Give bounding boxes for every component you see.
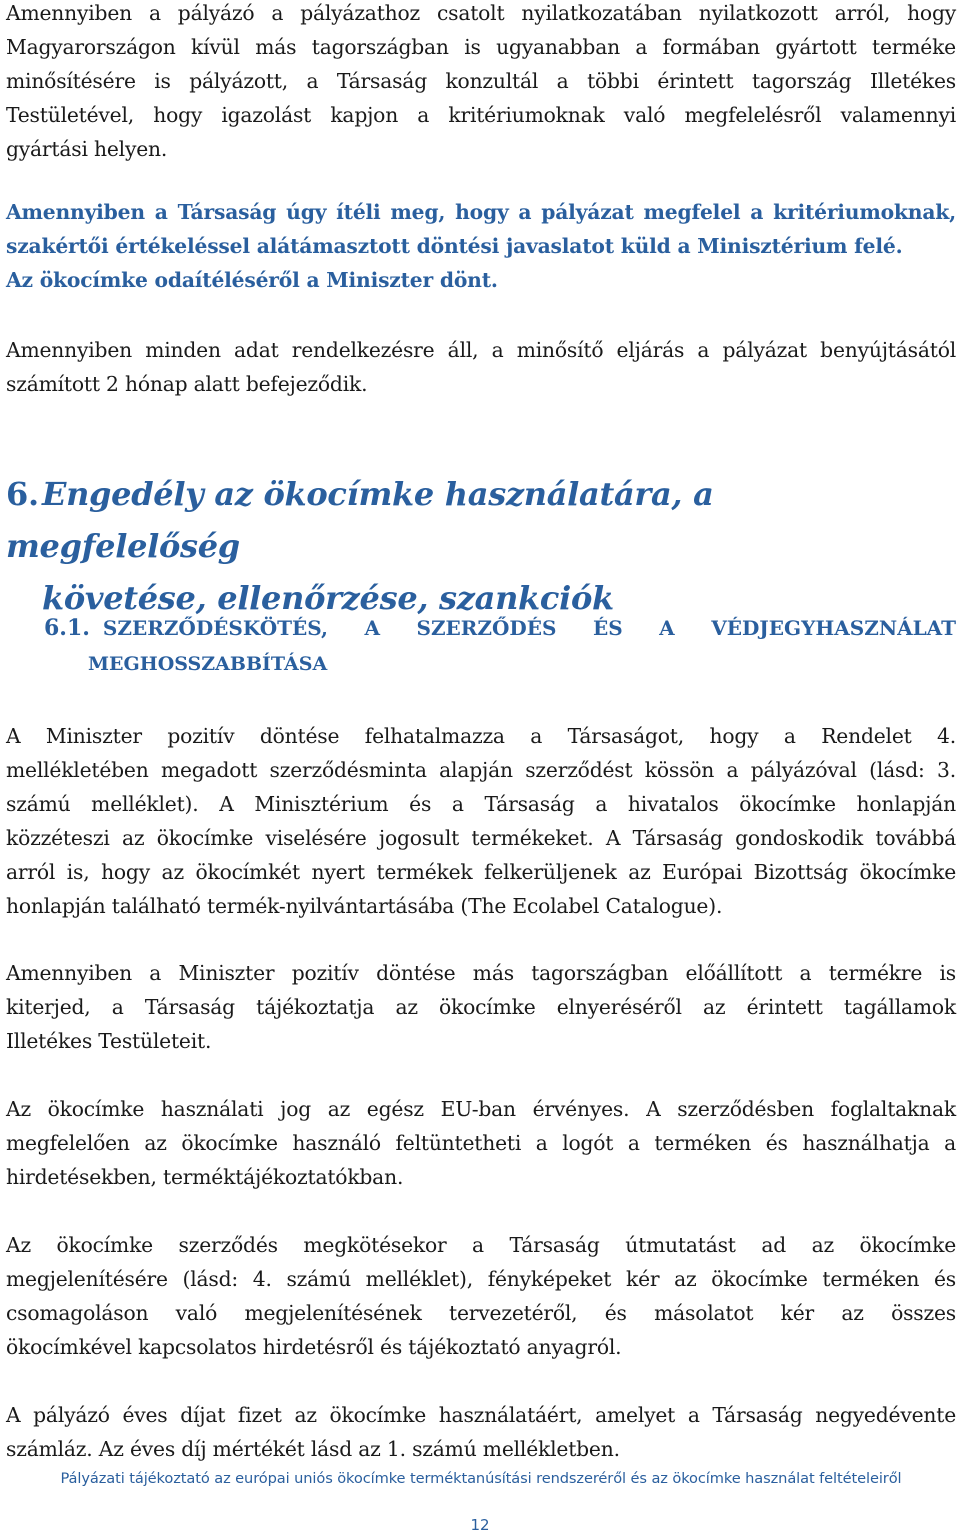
paragraph-line: Illetékes Testületeit.	[6, 1029, 212, 1053]
paragraph-line: megjelenítésére (lásd: 4. számú melléklet), fényképeket kér az ökocímke terméken és	[6, 1267, 956, 1291]
subsection-word: SZERZŐDÉS	[416, 616, 557, 640]
paragraph-line: Testületével, hogy igazolást kapjon a kritériumoknak való megfelelésről valamennyi	[6, 103, 956, 127]
paragraph-line: hirdetésekben, terméktájékoztatókban.	[6, 1165, 404, 1189]
paragraph-7	[6, 1228, 956, 1364]
paragraph-line: A pályázó éves díjat fizet az ökocímke használatáért, amelyet a Társaság negyedévente	[6, 1403, 956, 1427]
paragraph-line: Az ökocímke odaítéléséről a Miniszter dönt.	[6, 268, 498, 292]
paragraph-line: Az ökocímke használati jog az egész EU-ban érvényes. A szerződésben foglaltaknak	[6, 1097, 956, 1121]
paragraph-6	[6, 1092, 956, 1194]
subsection-word: VÉDJEGYHASZNÁLAT	[711, 616, 956, 640]
paragraph-4	[6, 719, 956, 923]
paragraph-line: gyártási helyen.	[6, 137, 168, 161]
paragraph-line: kiterjed, a Társaság tájékoztatja az ökocímke elnyeréséről az érintett tagállamok	[6, 995, 956, 1019]
paragraph-line: honlapján található termék-nyilvántartásába (The Ecolabel Catalogue).	[6, 894, 723, 918]
paragraph-line: A Miniszter pozitív döntése felhatalmazza a Társaságot, hogy a Rendelet 4.	[6, 724, 956, 748]
paragraph-line: mellékletében megadott szerződésminta alapján szerződést kössön a pályázóval (lásd: 3.	[6, 758, 956, 782]
subsection-heading-6-1	[6, 610, 956, 682]
page-number: 12	[470, 1516, 490, 1534]
paragraph-3	[6, 333, 956, 401]
paragraph-line: számú melléklet). A Minisztérium és a Társaság a hivatalos ökocímke honlapján	[6, 792, 956, 816]
paragraph-line: Amennyiben a pályázó a pályázathoz csatolt nyilatkozatában nyilatkozott arról, hogy	[6, 1, 956, 25]
subsection-number: 6.1.	[44, 615, 90, 641]
section-title-line: követése, ellenőrzése, szankciók	[42, 579, 614, 617]
paragraph-line: közzéteszi az ökocímke viselésére jogosult termékeket. A Társaság gondoskodik továbbá	[6, 826, 956, 850]
paragraph-5	[6, 956, 956, 1058]
section-title-line: Engedély az ökocímke használatára, a megfelelőség	[6, 475, 714, 565]
subsection-word: SZERZŐDÉSKÖTÉS,	[102, 616, 328, 640]
paragraph-line: számított 2 hónap alatt befejeződik.	[6, 372, 368, 396]
paragraph-1	[6, 0, 956, 166]
subsection-word: A	[364, 616, 380, 640]
subsection-word: ÉS	[592, 616, 623, 640]
paragraph-line: arról is, hogy az ökocímkét nyert termékek felkerüljenek az Európai Bizottság ökocímke	[6, 860, 956, 884]
paragraph-2-emphasis	[6, 195, 956, 297]
paragraph-line: Az ökocímke szerződés megkötésekor a Társaság útmutatást ad az ökocímke	[6, 1233, 956, 1257]
section-heading-6	[6, 468, 956, 624]
subsection-title-line: MEGHOSSZABBÍTÁSA	[88, 653, 328, 675]
paragraph-line: Magyarországon kívül más tagországban is ugyanabban a formában gyártott terméke	[6, 35, 956, 59]
paragraph-line: minősítésére is pályázott, a Társaság konzultál a többi érintett tagország Illetékes	[6, 69, 956, 93]
paragraph-line: csomagoláson való megjelenítésének tervezetéről, és másolatot kér az összes	[6, 1301, 956, 1325]
page-footer: Pályázati tájékoztató az európai uniós ökocímke terméktanúsítási rendszeréről és az ökocímke használat feltételeiről	[60, 1470, 902, 1487]
paragraph-line: ökocímkével kapcsolatos hirdetésről és tájékoztató anyagról.	[6, 1335, 622, 1359]
paragraph-line: számláz. Az éves díj mértékét lásd az 1. számú mellékletben.	[6, 1437, 620, 1461]
paragraph-line: Amennyiben minden adat rendelkezésre áll, a minősítő eljárás a pályázat benyújtásától	[6, 338, 956, 362]
paragraph-line: Amennyiben a Miniszter pozitív döntése más tagországban előállított a termékre is	[6, 961, 956, 985]
paragraph-line: megfelelően az ökocímke használó feltüntetheti a logót a terméken és használhatja a	[6, 1131, 956, 1155]
paragraph-line: Amennyiben a Társaság úgy ítéli meg, hogy a pályázat megfelel a kritériumoknak,	[6, 200, 956, 224]
paragraph-line: szakértői értékeléssel alátámasztott döntési javaslatot küld a Minisztérium felé.	[6, 234, 903, 258]
subsection-word: A	[659, 616, 675, 640]
paragraph-8	[6, 1398, 956, 1466]
section-number: 6.	[6, 475, 39, 513]
